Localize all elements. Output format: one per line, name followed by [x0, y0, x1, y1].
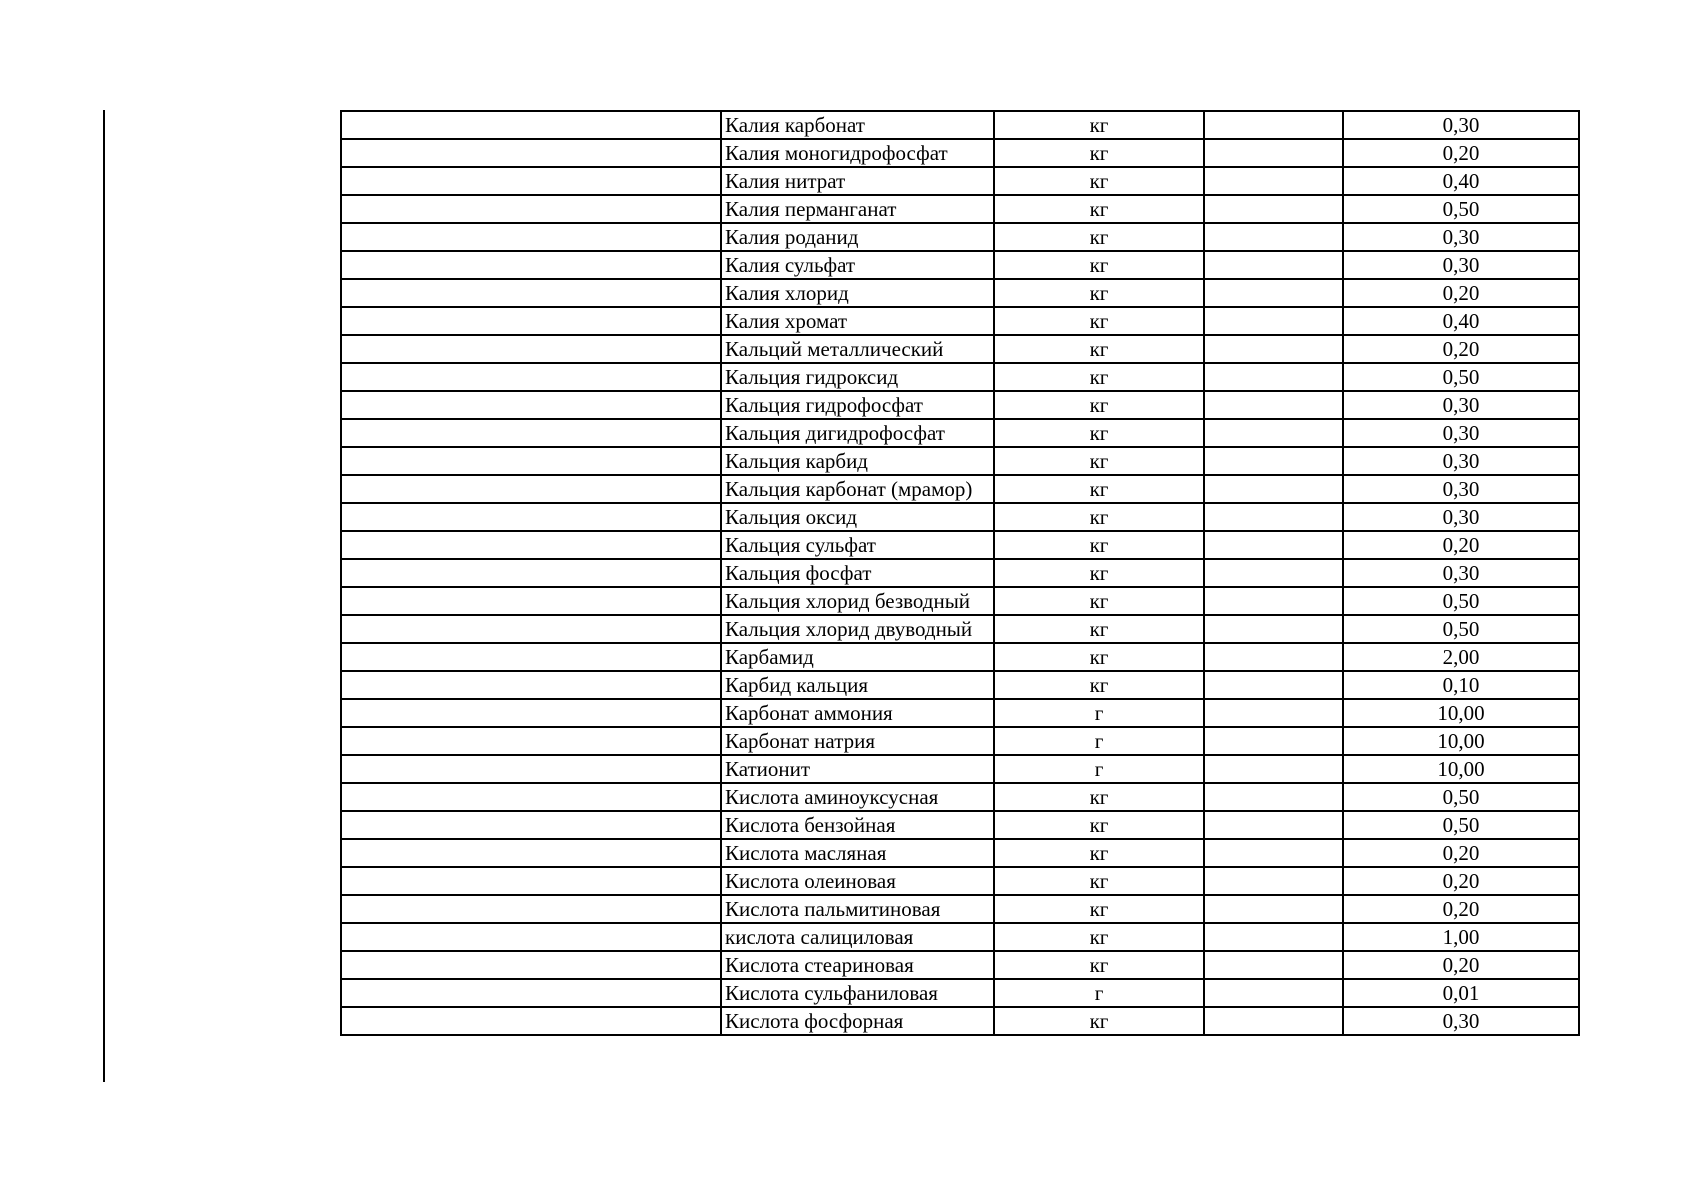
empty-cell	[341, 643, 721, 671]
quantity-cell: 0,30	[1343, 447, 1579, 475]
unit-cell: кг	[994, 251, 1204, 279]
table-row	[341, 223, 1579, 251]
empty-cell	[1204, 279, 1343, 307]
quantity-cell: 0,30	[1343, 503, 1579, 531]
quantity-cell: 0,30	[1343, 559, 1579, 587]
empty-cell	[341, 923, 721, 951]
table-row	[341, 279, 1579, 307]
table-row	[341, 335, 1579, 363]
item-name-cell: Карбонат натрия	[721, 727, 994, 755]
item-name-cell: Кальция оксид	[721, 503, 994, 531]
empty-cell	[341, 391, 721, 419]
empty-cell	[341, 951, 721, 979]
empty-cell	[341, 839, 721, 867]
item-name-cell: Кальций металлический	[721, 335, 994, 363]
unit-cell: кг	[994, 531, 1204, 559]
empty-cell	[341, 111, 721, 139]
empty-cell	[341, 587, 721, 615]
empty-cell	[341, 1007, 721, 1035]
unit-cell: кг	[994, 951, 1204, 979]
unit-cell: г	[994, 727, 1204, 755]
item-name-cell: Калия нитрат	[721, 167, 994, 195]
empty-cell	[1204, 363, 1343, 391]
empty-cell	[341, 783, 721, 811]
empty-cell	[1204, 783, 1343, 811]
empty-cell	[341, 531, 721, 559]
table-row	[341, 867, 1579, 895]
table-row	[341, 587, 1579, 615]
table-row	[341, 391, 1579, 419]
item-name-cell: Калия карбонат	[721, 111, 994, 139]
item-name-cell: Катионит	[721, 755, 994, 783]
quantity-cell: 0,50	[1343, 587, 1579, 615]
table-row	[341, 447, 1579, 475]
table-row	[341, 111, 1579, 139]
quantity-cell: 0,30	[1343, 475, 1579, 503]
unit-cell: кг	[994, 447, 1204, 475]
empty-cell	[341, 699, 721, 727]
quantity-cell: 0,20	[1343, 951, 1579, 979]
quantity-cell: 0,20	[1343, 895, 1579, 923]
item-name-cell: Карбид кальция	[721, 671, 994, 699]
quantity-cell: 10,00	[1343, 699, 1579, 727]
quantity-cell: 0,30	[1343, 223, 1579, 251]
empty-cell	[341, 615, 721, 643]
table-row	[341, 783, 1579, 811]
unit-cell: кг	[994, 391, 1204, 419]
unit-cell: кг	[994, 307, 1204, 335]
quantity-cell: 0,50	[1343, 783, 1579, 811]
table-row	[341, 167, 1579, 195]
empty-cell	[341, 335, 721, 363]
unit-cell: г	[994, 755, 1204, 783]
item-name-cell: кислота салициловая	[721, 923, 994, 951]
quantity-cell: 0,01	[1343, 979, 1579, 1007]
table-row	[341, 475, 1579, 503]
empty-cell	[341, 895, 721, 923]
item-name-cell: Кислота бензойная	[721, 811, 994, 839]
table-row	[341, 363, 1579, 391]
table-row	[341, 139, 1579, 167]
unit-cell: кг	[994, 475, 1204, 503]
quantity-cell: 0,30	[1343, 391, 1579, 419]
empty-cell	[341, 251, 721, 279]
quantity-cell: 10,00	[1343, 755, 1579, 783]
unit-cell: кг	[994, 503, 1204, 531]
empty-cell	[1204, 251, 1343, 279]
unit-cell: кг	[994, 783, 1204, 811]
unit-cell: кг	[994, 895, 1204, 923]
unit-cell: г	[994, 979, 1204, 1007]
quantity-cell: 0,50	[1343, 195, 1579, 223]
empty-cell	[1204, 503, 1343, 531]
quantity-cell: 0,50	[1343, 363, 1579, 391]
table-row	[341, 419, 1579, 447]
quantity-cell: 1,00	[1343, 923, 1579, 951]
empty-cell	[1204, 531, 1343, 559]
empty-cell	[1204, 419, 1343, 447]
item-name-cell: Кальция сульфат	[721, 531, 994, 559]
unit-cell: кг	[994, 671, 1204, 699]
empty-cell	[1204, 307, 1343, 335]
item-name-cell: Кислота стеариновая	[721, 951, 994, 979]
unit-cell: кг	[994, 223, 1204, 251]
empty-cell	[1204, 391, 1343, 419]
empty-cell	[1204, 811, 1343, 839]
empty-cell	[1204, 867, 1343, 895]
item-name-cell: Кислота олеиновая	[721, 867, 994, 895]
table-body	[341, 111, 1579, 1035]
item-name-cell: Кислота сульфаниловая	[721, 979, 994, 1007]
unit-cell: кг	[994, 139, 1204, 167]
empty-cell	[341, 139, 721, 167]
item-name-cell: Калия перманганат	[721, 195, 994, 223]
table-row	[341, 979, 1579, 1007]
quantity-cell: 0,20	[1343, 335, 1579, 363]
item-name-cell: Калия хромат	[721, 307, 994, 335]
unit-cell: кг	[994, 167, 1204, 195]
table-row	[341, 1007, 1579, 1035]
item-name-cell: Кислота фосфорная	[721, 1007, 994, 1035]
unit-cell: кг	[994, 615, 1204, 643]
unit-cell: кг	[994, 587, 1204, 615]
unit-cell: кг	[994, 643, 1204, 671]
unit-cell: кг	[994, 279, 1204, 307]
empty-cell	[1204, 587, 1343, 615]
empty-cell	[341, 419, 721, 447]
item-name-cell: Кислота масляная	[721, 839, 994, 867]
empty-cell	[341, 559, 721, 587]
quantity-cell: 0,30	[1343, 251, 1579, 279]
empty-cell	[341, 475, 721, 503]
empty-cell	[1204, 335, 1343, 363]
table-row	[341, 559, 1579, 587]
unit-cell: кг	[994, 811, 1204, 839]
quantity-cell: 0,30	[1343, 419, 1579, 447]
table-row	[341, 615, 1579, 643]
empty-cell	[1204, 755, 1343, 783]
item-name-cell: Кальция фосфат	[721, 559, 994, 587]
empty-cell	[1204, 559, 1343, 587]
unit-cell: г	[994, 699, 1204, 727]
unit-cell: кг	[994, 195, 1204, 223]
empty-cell	[341, 503, 721, 531]
empty-cell	[1204, 979, 1343, 1007]
table-row	[341, 811, 1579, 839]
empty-cell	[341, 279, 721, 307]
quantity-cell: 0,50	[1343, 615, 1579, 643]
empty-cell	[1204, 223, 1343, 251]
item-name-cell: Калия роданид	[721, 223, 994, 251]
item-name-cell: Кальция гидроксид	[721, 363, 994, 391]
empty-cell	[341, 195, 721, 223]
item-name-cell: Карбонат аммония	[721, 699, 994, 727]
empty-cell	[1204, 111, 1343, 139]
item-name-cell: Кислота пальмитиновая	[721, 895, 994, 923]
quantity-cell: 0,40	[1343, 167, 1579, 195]
empty-cell	[1204, 727, 1343, 755]
quantity-cell: 0,20	[1343, 531, 1579, 559]
table-row	[341, 699, 1579, 727]
quantity-cell: 0,40	[1343, 307, 1579, 335]
table-row	[341, 839, 1579, 867]
unit-cell: кг	[994, 559, 1204, 587]
unit-cell: кг	[994, 867, 1204, 895]
unit-cell: кг	[994, 839, 1204, 867]
empty-cell	[1204, 643, 1343, 671]
quantity-cell: 0,20	[1343, 867, 1579, 895]
item-name-cell: Калия сульфат	[721, 251, 994, 279]
empty-cell	[1204, 475, 1343, 503]
unit-cell: кг	[994, 335, 1204, 363]
item-name-cell: Калия хлорид	[721, 279, 994, 307]
table-row	[341, 923, 1579, 951]
quantity-cell: 0,20	[1343, 279, 1579, 307]
empty-cell	[341, 755, 721, 783]
unit-cell: кг	[994, 111, 1204, 139]
quantity-cell: 10,00	[1343, 727, 1579, 755]
empty-cell	[1204, 699, 1343, 727]
table-row	[341, 643, 1579, 671]
empty-cell	[341, 671, 721, 699]
empty-cell	[341, 223, 721, 251]
reagents-table	[340, 110, 1580, 1036]
empty-cell	[341, 363, 721, 391]
table-row	[341, 895, 1579, 923]
unit-cell: кг	[994, 923, 1204, 951]
empty-cell	[341, 979, 721, 1007]
quantity-cell: 2,00	[1343, 643, 1579, 671]
empty-cell	[1204, 951, 1343, 979]
empty-cell	[341, 307, 721, 335]
table-row	[341, 503, 1579, 531]
item-name-cell: Калия моногидрофосфат	[721, 139, 994, 167]
empty-cell	[341, 867, 721, 895]
item-name-cell: Кальция хлорид двуводный	[721, 615, 994, 643]
table-row	[341, 195, 1579, 223]
table-row	[341, 951, 1579, 979]
item-name-cell: Кальция карбонат (мрамор)	[721, 475, 994, 503]
empty-cell	[1204, 195, 1343, 223]
quantity-cell: 0,20	[1343, 839, 1579, 867]
item-name-cell: Кальция гидрофосфат	[721, 391, 994, 419]
empty-cell	[341, 167, 721, 195]
table-row	[341, 307, 1579, 335]
table-row	[341, 531, 1579, 559]
table-row	[341, 671, 1579, 699]
empty-cell	[1204, 615, 1343, 643]
page-margin-line	[103, 110, 105, 1082]
table-row	[341, 727, 1579, 755]
quantity-cell: 0,50	[1343, 811, 1579, 839]
item-name-cell: Карбамид	[721, 643, 994, 671]
item-name-cell: Кальция хлорид безводный	[721, 587, 994, 615]
empty-cell	[1204, 447, 1343, 475]
empty-cell	[1204, 139, 1343, 167]
item-name-cell: Кальция карбид	[721, 447, 994, 475]
empty-cell	[341, 811, 721, 839]
quantity-cell: 0,20	[1343, 139, 1579, 167]
empty-cell	[1204, 895, 1343, 923]
table-row	[341, 755, 1579, 783]
unit-cell: кг	[994, 1007, 1204, 1035]
empty-cell	[341, 727, 721, 755]
empty-cell	[1204, 839, 1343, 867]
quantity-cell: 0,10	[1343, 671, 1579, 699]
quantity-cell: 0,30	[1343, 1007, 1579, 1035]
table-row	[341, 251, 1579, 279]
unit-cell: кг	[994, 419, 1204, 447]
item-name-cell: Кальция дигидрофосфат	[721, 419, 994, 447]
empty-cell	[1204, 671, 1343, 699]
empty-cell	[1204, 923, 1343, 951]
empty-cell	[341, 447, 721, 475]
empty-cell	[1204, 167, 1343, 195]
quantity-cell: 0,30	[1343, 111, 1579, 139]
empty-cell	[1204, 1007, 1343, 1035]
unit-cell: кг	[994, 363, 1204, 391]
item-name-cell: Кислота аминоуксусная	[721, 783, 994, 811]
